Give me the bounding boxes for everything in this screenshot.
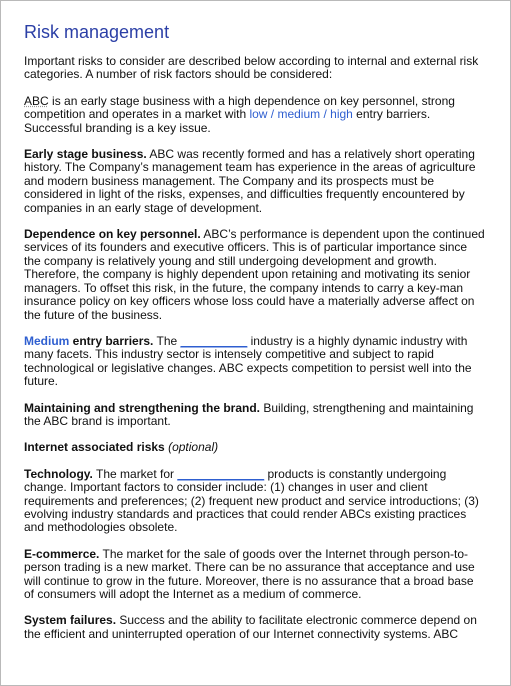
internet-risks-paragraph — [24, 441, 486, 454]
brand-heading: Maintaining and strengthening the brand. — [24, 400, 260, 415]
optional-label: (optional) — [168, 440, 219, 455]
barrier-level[interactable]: Medium — [24, 333, 70, 348]
technology-heading: Technology. — [24, 466, 93, 481]
page-title: Risk management — [24, 22, 170, 42]
industry-blank[interactable]: __________ — [180, 333, 248, 348]
ecommerce-paragraph — [24, 548, 486, 602]
entry-barriers-paragraph — [24, 335, 486, 389]
technology-text-2: products is constantly undergoing change. Important factors to consider include: (1) changes in user and client requirements and preferences; (2) frequent new product and service introductions; (3) evolving industry standards and practices that could render ABCs existing practices and methodologies obsolete. — [24, 466, 479, 535]
ecommerce-heading: E-commerce. — [24, 546, 100, 561]
entry-barriers-heading: entry barriers. — [69, 333, 154, 348]
entry-barriers-text-1: The — [153, 333, 181, 348]
system-failures-text: Success and the ability to facilitate electronic commerce depend on the efficient and uninterrupted operation of our Internet connectivity systems. ABC — [24, 613, 477, 641]
intro-text: Important risks to consider are described below according to internal and external risk categories. A number of risk factors should be considered: — [24, 54, 479, 82]
early-stage-text: ABC was recently formed and has a relatively short operating history. The Company’s management team has experience in the areas of agriculture and modern business management. The Company and its prospects must be considered in light of the risks, expenses, and difficulties frequently encountered by companies in an early stage of development. — [24, 147, 476, 215]
technology-paragraph — [24, 468, 486, 535]
intro-paragraph — [24, 55, 486, 82]
summary-text-1: is an early stage business with a high dependence on key personnel, strong competition and operates in a market with — [24, 93, 455, 122]
summary-text-2: entry barriers. Successful branding is a key issue. — [24, 107, 431, 135]
barrier-options[interactable]: low / medium / high — [249, 107, 353, 122]
brand-text: Building, strengthening and maintaining the ABC brand is important. — [24, 400, 474, 428]
key-personnel-text: ABC’s performance is dependent upon the continued services of its founders and executive officers. This is of particular importance since the company is relatively young and still undergoing development and growth. Therefore, the company is highly dependent upon retaining and motivating its senior managers. To offset this risk, in the future, the company intends to carry a key-man insurance policy on key officers whose loss could have a materially adverse affect on the future of the business. — [24, 227, 485, 322]
entry-barriers-text-2: industry is a highly dynamic industry with many facets. This industry sector is intensely competitive and subject to rapid technological or legislative changes. ABC expects competition to persist well into the future. — [24, 333, 472, 389]
internet-risks-heading: Internet associated risks — [24, 440, 165, 455]
summary-paragraph — [24, 95, 486, 135]
technology-text-1: The market for — [92, 466, 178, 481]
company-name: ABC — [24, 93, 49, 108]
ecommerce-text: The market for the sale of goods over the Internet through person-to-person trading is a new market. There can be no assurance that acceptance and use will continue to grow in the future. Moreover, there is no assurance that a broad base of consumers will adopt the Internet as a medium of commerce. — [24, 546, 475, 601]
key-personnel-heading: Dependence on key personnel. — [24, 227, 201, 242]
brand-paragraph — [24, 402, 486, 429]
system-failures-heading: System failures. — [24, 613, 117, 628]
early-stage-heading: Early stage business. — [24, 147, 147, 162]
products-blank[interactable]: _____________ — [177, 466, 265, 481]
document-content — [24, 21, 486, 654]
key-personnel-paragraph — [24, 228, 486, 322]
early-stage-paragraph — [24, 148, 486, 215]
system-failures-paragraph — [24, 614, 486, 641]
